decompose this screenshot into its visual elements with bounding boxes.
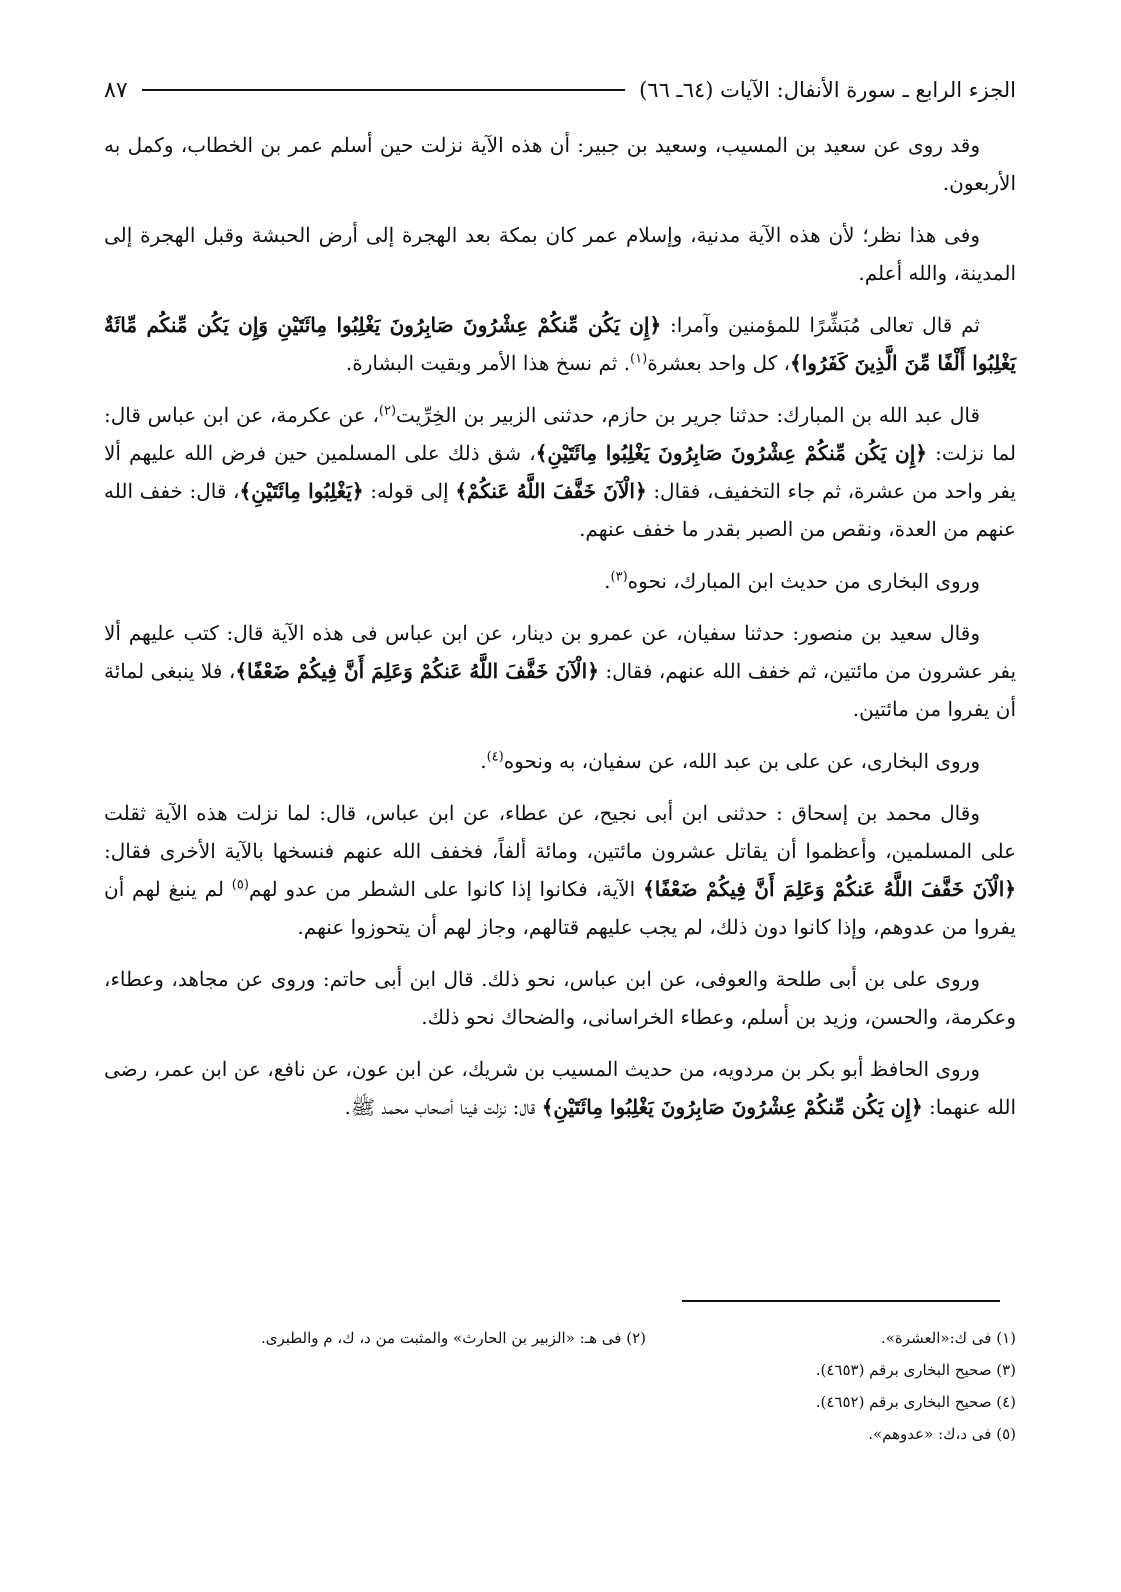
paragraph-text: وقد روى عن سعيد بن المسيب، وسعيد بن جبير: أن هذه الآية نزلت حين أسلم عمر بن الخطاب، وكمل به الأربعون. <box>104 133 1016 195</box>
quran-verse: ﴿الْآنَ خَفَّفَ اللَّهُ عَنكُمْ﴾ <box>455 479 647 503</box>
footnote-ref: (٢) <box>378 403 397 419</box>
paragraph-text: ، عن عكرمة، عن ابن عباس قال: لما نزلت: <box>104 403 1016 465</box>
header-rule <box>142 89 625 91</box>
paragraph-text: وقال سعيد بن منصور: حدثنا سفيان، عن عمرو بن دينار، عن ابن عباس فى هذه الآية قال: كتب عليهم ألا يفر عشرون من مائتين، ثم خفف الله عنهم، فقال: <box>104 621 1017 683</box>
paragraph-text: وقال محمد بن إسحاق : حدثنى ابن أبى نجيح، عن عطاء، عن ابن عباس، قال: لما نزلت هذه الآية ثقلت على المسلمين، وأعظموا أن يقاتل عشرون مائتين، ومائة ألفاً، فخفف الله عنهم فنسخها بالآية الأخرى فقال: <box>104 801 1016 863</box>
footnote-4: (٤) صحيح البخارى برقم (٤٦٥٢). <box>815 1393 1016 1411</box>
paragraph-text: . ثم نسخ هذا الأمر وبقيت البشارة. <box>345 351 631 375</box>
paragraph-text: لم ينبغ لهم أن يفروا من عدوهم، وإذا كانوا دون ذلك، لم يجب عليهم قتالهم، وجاز لهم أن يتحوزوا عنهم. <box>104 877 1016 939</box>
footnote-ref: (٤) <box>486 749 504 765</box>
paragraph-text: وروى البخارى، عن على بن عبد الله، عن سفيان، به ونحوه <box>503 749 980 773</box>
paragraph-text: ثم قال تعالى مُبَشِّرًا للمؤمنين وآمرا: <box>661 313 980 337</box>
paragraph-text: قال عبد الله بن المبارك: حدثنا جرير بن حازم، حدثنى الزبير بن الخِرِّيت <box>396 403 980 427</box>
paragraph <box>104 794 1016 946</box>
footnote-row <box>104 1354 1016 1386</box>
paragraph <box>104 126 1016 202</box>
paragraph-text: ، فلا ينبغى لمائة أن يفروا من مائتين. <box>104 659 1016 721</box>
quran-verse: ﴿إِن يَكُن مِّنكُمْ عِشْرُونَ صَابِرُونَ يَغْلِبُوا مِائَتَيْنِ وَإِن يَكُن مِّنكُم مِّائَةٌ يَغْلِبُوا أَلْفًا مِّنَ الَّذِينَ كَفَرُوا﴾ <box>104 313 1016 375</box>
paragraph <box>104 216 1016 292</box>
paragraph-text: . <box>604 569 611 593</box>
paragraph-text: وروى البخارى من حديث ابن المبارك، نحوه <box>627 569 980 593</box>
footnote-rule <box>682 1300 1000 1302</box>
footnote-3: (٣) صحيح البخارى برقم (٤٦٥٣). <box>815 1361 1016 1379</box>
quran-verse: ﴿إِن يَكُن مِّنكُمْ عِشْرُونَ صَابِرُونَ يَغْلِبُوا مِائَتَيْنِ﴾ <box>535 441 927 465</box>
paragraph-text: قال: نزلت فينا أصحاب محمد ﷺ. <box>344 1095 542 1119</box>
quran-verse: ﴿إِن يَكُن مِّنكُمْ عِشْرُونَ صَابِرُونَ يَغْلِبُوا مِائَتَيْنِ﴾ <box>541 1095 923 1119</box>
paragraph-text: وروى الحافظ أبو بكر بن مردويه، من حديث المسيب بن شريك، عن ابن عون، عن نافع، عن ابن عمر، رضى الله عنهما: <box>104 1057 1016 1119</box>
paragraph-text: . <box>480 749 487 773</box>
paragraph-text: ، قال: خفف الله عنهم من العدة، ونقص من الصبر بقدر ما خفف عنهم. <box>104 479 1016 541</box>
footnote-row <box>104 1322 1016 1354</box>
paragraph-text: الآية، فكانوا إذا كانوا على الشطر من عدو لهم <box>248 877 643 901</box>
footnote-5: (٥) فى د،ك: «عدوهم». <box>868 1425 1016 1443</box>
footnote-2: (٢) فى هـ: «الزبير بن الحارث» والمثبت من د، ك، م والطبرى. <box>260 1329 646 1347</box>
footnote-1: (١) فى ك:«العشرة». <box>880 1329 1016 1347</box>
running-header <box>104 70 1016 110</box>
paragraph <box>104 960 1016 1036</box>
paragraph <box>104 614 1016 728</box>
footnote-row <box>104 1386 1016 1418</box>
paragraph <box>104 396 1016 548</box>
paragraph <box>104 742 1016 780</box>
paragraph-text: وروى على بن أبى طلحة والعوفى، عن ابن عباس، نحو ذلك. قال ابن أبى حاتم: وروى عن مجاهد، وعطاء، وعكرمة، والحسن، وزيد بن أسلم، وعطاء الخراسانى، والضحاك نحو ذلك. <box>104 967 1016 1029</box>
page-number: ٨٧ <box>104 77 128 103</box>
paragraph-text: ، كل واحد بعشرة <box>647 351 791 375</box>
footnotes <box>104 1322 1016 1450</box>
quran-verse: ﴿يَغْلِبُوا مِائَتَيْنِ﴾ <box>239 479 364 503</box>
footnote-ref: (٥) <box>231 877 249 893</box>
quran-verse: ﴿الْآنَ خَفَّفَ اللَّهُ عَنكُمْ وَعَلِمَ أَنَّ فِيكُمْ ضَعْفًا﴾ <box>642 877 1017 901</box>
paragraph <box>104 562 1016 600</box>
body-text <box>104 126 1016 1140</box>
paragraph-text: وفى هذا نظر؛ لأن هذه الآية مدنية، وإسلام عمر كان بمكة بعد الهجرة إلى أرض الحبشة وقبل الهجرة إلى المدينة، والله أعلم. <box>104 223 1016 285</box>
paragraph <box>104 1050 1016 1126</box>
running-header-title: الجزء الرابع ـ سورة الأنفال: الآيات (٦٤ـ ٦٦) <box>639 78 1016 102</box>
paragraph-text: إلى قوله: <box>363 479 456 503</box>
paragraph-text: ، شق ذلك على المسلمين حين فرض الله عليهم ألا يفر واحد من عشرة، ثم جاء التخفيف، فقال: <box>104 441 1016 503</box>
footnote-row <box>104 1418 1016 1450</box>
footnote-ref: (٣) <box>610 569 628 585</box>
paragraph <box>104 306 1016 382</box>
footnote-ref: (١) <box>630 351 648 367</box>
quran-verse: ﴿الْآنَ خَفَّفَ اللَّهُ عَنكُمْ وَعَلِمَ أَنَّ فِيكُمْ ضَعْفًا﴾ <box>235 659 599 683</box>
